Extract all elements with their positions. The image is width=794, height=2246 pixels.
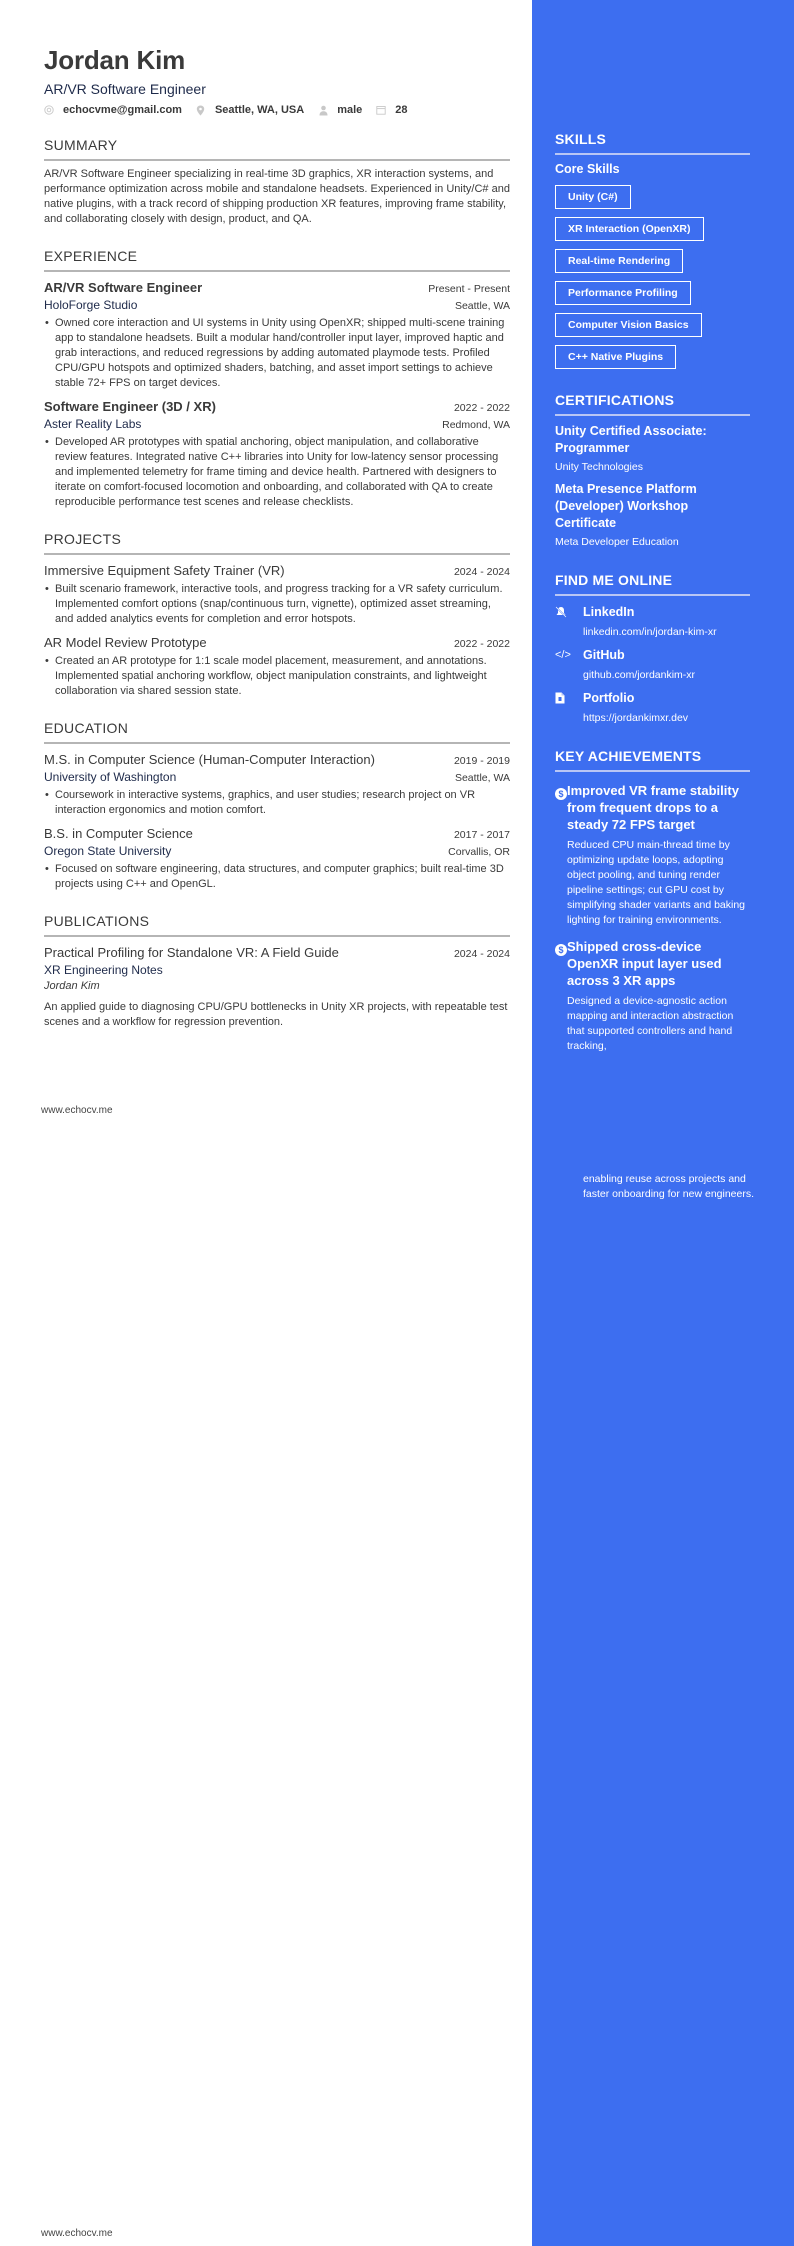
section-title: FIND ME ONLINE [555,571,750,596]
contact-gender: male [318,104,362,116]
education-bullet: • Coursework in interactive systems, graphics, and user studies; research project on VR interaction ergonomics and motion comfort. [44,788,510,818]
skill-tag: Computer Vision Basics [555,313,702,337]
online-linkedin[interactable] [555,604,750,639]
degree-title: M.S. in Computer Science (Human-Computer Interaction) [44,752,375,767]
at-icon [44,105,54,115]
online-url[interactable]: https://jordankimxr.dev [583,712,689,724]
publication-author: Jordan Kim [44,980,100,992]
map-pin-icon [196,105,206,115]
publication-publisher: XR Engineering Notes [44,963,163,977]
dollar-icon: $ [555,944,567,956]
experience-entry [44,279,510,391]
online-github[interactable] [555,647,750,682]
candidate-role: AR/VR Software Engineer [44,81,206,97]
project-entry [44,562,510,627]
online-section [555,571,750,725]
skill-tag: Unity (C#) [555,185,631,209]
section-title: KEY ACHIEVEMENTS [555,747,750,772]
skill-tag: XR Interaction (OpenXR) [555,217,704,241]
job-bullet: • Developed AR prototypes with spatial anchoring, object manipulation, and collaborative review features. Integrated native C++ libraries into Unity for low-latency sensor processing and implemented telemetry for frame timing and device health. Partnered with designers to iterate on comfort-focused locomotion and onboarding, and collaborated with QA to create reproducible performance test scenes and release checklists. [44,435,510,510]
job-date: 2022 - 2022 [453,402,510,414]
skills-section [555,130,750,369]
section-title: EDUCATION [44,719,510,744]
skill-tag: Real-time Rendering [555,249,683,273]
project-date: 2022 - 2022 [453,638,510,650]
certification-issuer: Meta Developer Education [555,536,679,548]
publications-section [44,912,510,1030]
section-title: PUBLICATIONS [44,912,510,937]
job-date: Present - Present [428,283,510,295]
footer-site-page-2: www.echocv.me [41,2228,113,2239]
project-title: Immersive Equipment Safety Trainer (VR) [44,563,285,578]
experience-entry [44,398,510,510]
experience-section [44,247,510,510]
job-title: Software Engineer (3D / XR) [44,399,216,414]
project-entry [44,634,510,699]
projects-section [44,530,510,699]
section-title: PROJECTS [44,530,510,555]
online-url[interactable]: github.com/jordankim-xr [583,669,696,681]
achievement-item [555,938,750,1054]
school-location: Seattle, WA [454,772,510,784]
project-title: AR Model Review Prototype [44,635,207,650]
job-title: AR/VR Software Engineer [44,280,203,295]
achievement-item [555,782,750,928]
school-name: Oregon State University [44,844,172,858]
job-location: Redmond, WA [442,419,510,431]
candidate-name: Jordan Kim [44,45,186,75]
education-entry [44,825,510,892]
main-column [44,44,510,1030]
achievement-description-continued: enabling reuse across projects and faster onboarding for new engineers. [583,1173,755,1200]
section-title: CERTIFICATIONS [555,391,750,416]
footer-site-page-1: www.echocv.me [41,1105,113,1116]
company-name: Aster Reality Labs [44,417,142,431]
job-location: Seattle, WA [454,300,510,312]
online-label: GitHub [583,648,625,662]
skill-tag: Performance Profiling [555,281,691,305]
publication-title: Practical Profiling for Standalone VR: A Field Guide [44,945,339,960]
achievement-title: Improved VR frame stability from frequent drops to a steady 72 FPS target [567,783,739,832]
section-title: SUMMARY [44,136,510,161]
project-bullet: • Built scenario framework, interactive tools, and progress tracking for a VR safety curriculum. Implemented comfort options (snap/continuous turn, vignette), optimized asset streaming, and added analytics events for completion and error hotspots. [44,582,510,627]
education-section [44,719,510,892]
skills-group-title: Core Skills [555,162,620,176]
online-label: Portfolio [583,691,635,705]
project-bullet: • Created an AR prototype for 1:1 scale model placement, measurement, and annotations. Implemented spatial anchoring workflow, object manipulation constraints, and lightweight collaboration via shared session state. [44,654,510,699]
skill-tag: C++ Native Plugins [555,345,676,369]
degree-title: B.S. in Computer Science [44,826,193,841]
summary-text: AR/VR Software Engineer specializing in real-time 3D graphics, XR interaction systems, and performance optimization across mobile and standalone headsets. Experienced in Unity/C# and native plugins, with a track record of shipping production XR features, improving frame stability, and collaborating closely with design, product, and QA. [44,168,510,225]
contact-location: Seattle, WA, USA [196,104,304,116]
dollar-icon: $ [555,788,567,800]
skills-tags [555,177,750,369]
job-bullet: • Owned core interaction and UI systems in Unity using OpenXR; shipped multi-scene training app to standalone headsets. Built a modular hand/controller input layer, improved haptic and grab interactions, and reduced regressions by adding automated playmode tests. Profiled CPU/GPU hotspots and optimized shaders, batching, and asset import settings to achieve stable 72+ FPS on target devices. [44,316,510,391]
summary-section [44,136,510,227]
online-url[interactable]: linkedin.com/in/jordan-kim-xr [583,626,717,638]
achievement-description: Designed a device-agnostic action mapping and interaction abstraction that supported controllers and hand tracking, [567,995,734,1052]
education-entry [44,751,510,818]
achievement-description: Reduced CPU main-thread time by optimizing update loops, adopting object pooling, and tuning render pipeline settings; cut GPU cost by simplifying shader variants and baking lighting for training environments. [567,839,746,926]
code-icon: </> [555,649,571,661]
section-title: SKILLS [555,130,750,155]
publication-description: An applied guide to diagnosing CPU/GPU bottlenecks in Unity XR projects, with repeatable test scenes and a workflow for regression prevention. [44,1001,508,1028]
degree-date: 2017 - 2017 [453,829,510,841]
calendar-icon [376,105,386,115]
contact-age: 28 [376,104,407,116]
company-name: HoloForge Studio [44,298,138,312]
degree-date: 2019 - 2019 [453,755,510,767]
achievement-title: Shipped cross-device OpenXR input layer used across 3 XR apps [567,939,722,988]
online-portfolio[interactable] [555,690,750,725]
contact-line [44,104,510,116]
sidebar [555,130,750,1054]
online-label: LinkedIn [583,605,635,619]
certification-issuer: Unity Technologies [555,461,643,473]
education-bullet: • Focused on software engineering, data structures, and computer graphics; built real-time 3D projects using C++ and OpenGL. [44,862,510,892]
certification-name: Meta Presence Platform (Developer) Workshop Certificate [555,482,697,530]
certification-name: Unity Certified Associate: Programmer [555,424,707,455]
publication-date: 2024 - 2024 [453,948,510,960]
school-name: University of Washington [44,770,177,784]
linkedin-icon [555,604,583,639]
publication-entry [44,944,510,1030]
certifications-section [555,391,750,549]
school-location: Corvallis, OR [448,846,510,858]
section-title: EXPERIENCE [44,247,510,272]
file-icon [555,690,583,725]
project-date: 2024 - 2024 [453,566,510,578]
achievements-section [555,747,750,1054]
contact-email: echocvme@gmail.com [44,104,182,116]
user-icon [318,105,328,115]
